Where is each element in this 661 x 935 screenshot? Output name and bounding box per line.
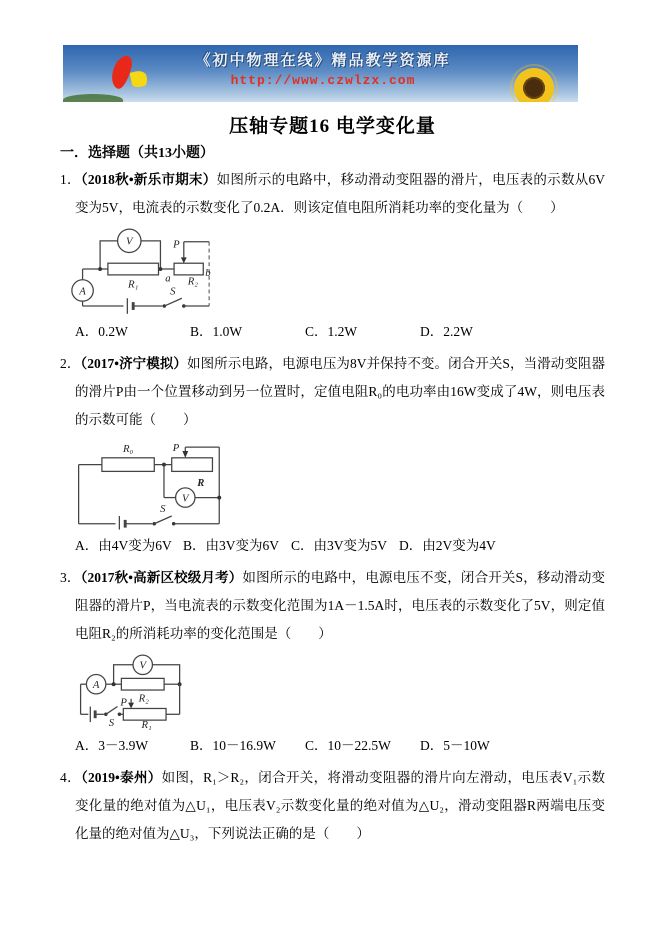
options-row-q1 (60, 318, 605, 346)
option-d-text: 由2V变为4V (422, 538, 496, 553)
option-c-text: 由3V变为5V (313, 538, 388, 553)
circuit-diagram-q3 (67, 652, 605, 730)
banner-site-title: 《初中物理在线》精品教学资源库 (195, 53, 451, 69)
slider-p-label: P (172, 443, 180, 455)
ammeter-label: A (79, 285, 86, 298)
option-b (190, 732, 305, 760)
switch-icon (154, 516, 171, 524)
section-heading: 一．选择题（共13小题） (60, 146, 214, 161)
option-a (75, 732, 190, 760)
option-c-text: 1.2W (327, 324, 358, 339)
option-b-letter: B． (190, 738, 213, 753)
rheostat-r2 (174, 263, 203, 275)
option-a-letter: A． (75, 538, 99, 553)
site-banner (63, 45, 578, 102)
circuit-diagram-q2 (67, 438, 605, 530)
option-b-text: 1.0W (212, 324, 243, 339)
voltmeter-label: V (182, 493, 189, 505)
option-c (291, 532, 399, 560)
option-c (305, 732, 420, 760)
rheostat-r-label: R (197, 477, 205, 489)
options-row-q3 (60, 732, 605, 760)
question-4-body: 如图，R₁＞R₂，闭合开关，将滑动变阻器的滑片向左滑动，电压表V₁示数变化量的绝对值为△U₁，电压表V₂示数变化量的绝对值为△U₂，滑动变阻器R两端电压变化量的绝对值为△U₃，下列说法正确的是（ ） (75, 770, 605, 841)
resistor-r2 (121, 678, 164, 690)
question-1-number: 1． (60, 172, 81, 187)
question-2-number: 2． (60, 356, 81, 371)
option-a-text: 3－3.9W (98, 738, 149, 753)
option-c-letter: C． (291, 538, 314, 553)
resistor-r1 (108, 263, 159, 275)
site-logo-icon (105, 53, 153, 97)
switch-s-label: S (108, 716, 115, 729)
rheostat-r2-label: R₂ (187, 275, 198, 288)
slider-p-label: P (173, 238, 180, 251)
question-4-source: （2019•泰州） (80, 770, 162, 785)
circuit-diagram-q1 (67, 226, 605, 316)
option-c-text: 10－22.5W (327, 738, 391, 753)
voltmeter-label: V (139, 659, 147, 672)
banner-site-url: http://www.czwlzx.com (230, 73, 416, 88)
rheostat-r1-label: R₁ (141, 718, 152, 730)
option-d (420, 732, 490, 760)
option-d-text: 5－10W (443, 738, 490, 753)
option-c-letter: C． (305, 324, 328, 339)
sunflower-icon (512, 66, 556, 102)
switch-icon (106, 707, 118, 715)
option-b-letter: B． (190, 324, 213, 339)
switch-icon (164, 298, 182, 306)
option-d-text: 2.2W (443, 324, 473, 339)
resistor-r1-label: R₁ (128, 278, 139, 291)
option-a (75, 532, 183, 560)
question-2-source: （2017•济宁模拟） (80, 356, 187, 371)
switch-s-label: S (160, 504, 166, 516)
option-b (183, 532, 291, 560)
question-4-text (60, 764, 605, 848)
option-d-letter: D． (420, 738, 444, 753)
option-d-letter: D． (399, 538, 423, 553)
switch-s-label: S (170, 285, 176, 298)
option-b (190, 318, 305, 346)
option-a-text: 由4V变为6V (98, 538, 172, 553)
terminal-a-label: a (165, 272, 171, 285)
question-3-number: 3． (60, 570, 81, 585)
ammeter-label: A (92, 679, 100, 692)
options-row-q2 (60, 532, 605, 560)
option-a-text: 0.2W (98, 324, 128, 339)
question-3-body: 如图所示的电路中，电源电压不变，闭合开关S，移动滑动变阻器的滑片P，当电流表的示数变化范围为1A－1.5A时，电压表的示数变化了5V，则定值电阻R₂的所消耗功率的变化范围是（ ） (75, 570, 605, 641)
question-2-text (60, 350, 605, 434)
option-b-text: 10－16.9W (212, 738, 276, 753)
question-3-source: （2017秋•高新区校级月考） (80, 570, 243, 585)
terminal-b-label: b (205, 266, 211, 279)
resistor-r0 (102, 458, 154, 472)
option-c-letter: C． (305, 738, 328, 753)
page-title: 压轴专题16 电学变化量 (229, 116, 436, 137)
check-icon (130, 70, 149, 89)
option-a-letter: A． (75, 324, 99, 339)
resistor-r2-label: R₂ (138, 692, 149, 705)
option-a-letter: A． (75, 738, 99, 753)
question-1-source: （2018秋•新乐市期末） (80, 172, 217, 187)
resistor-r0-label: R₀ (122, 444, 134, 455)
option-d-letter: D． (420, 324, 444, 339)
grass-decoration (63, 94, 123, 102)
option-a (75, 318, 190, 346)
option-b-letter: B． (183, 538, 206, 553)
option-b-text: 由3V变为6V (205, 538, 280, 553)
slider-p-label: P (120, 696, 127, 709)
banner-text (153, 50, 493, 90)
rheostat-r (172, 458, 213, 472)
question-1-text (60, 166, 605, 222)
question-2-body: 如图所示电路，电源电压为8V并保持不变。闭合开关S，当滑动变阻器的滑片P由一个位置移动到另一位置时，定值电阻R₀的电功率由16W变成了4W，则电压表的示数可能（ ） (75, 356, 605, 427)
option-d (420, 318, 473, 346)
question-4-number: 4． (60, 770, 81, 785)
question-1-body: 如图所示的电路中，移动滑动变阻器的滑片，电压表的示数从6V变为5V，电流表的示数变化了0.2A．则该定值电阻所消耗功率的变化量为（ ） (75, 172, 606, 215)
question-3-text (60, 564, 605, 648)
option-d (399, 532, 496, 560)
voltmeter-label: V (126, 235, 133, 248)
option-c (305, 318, 420, 346)
